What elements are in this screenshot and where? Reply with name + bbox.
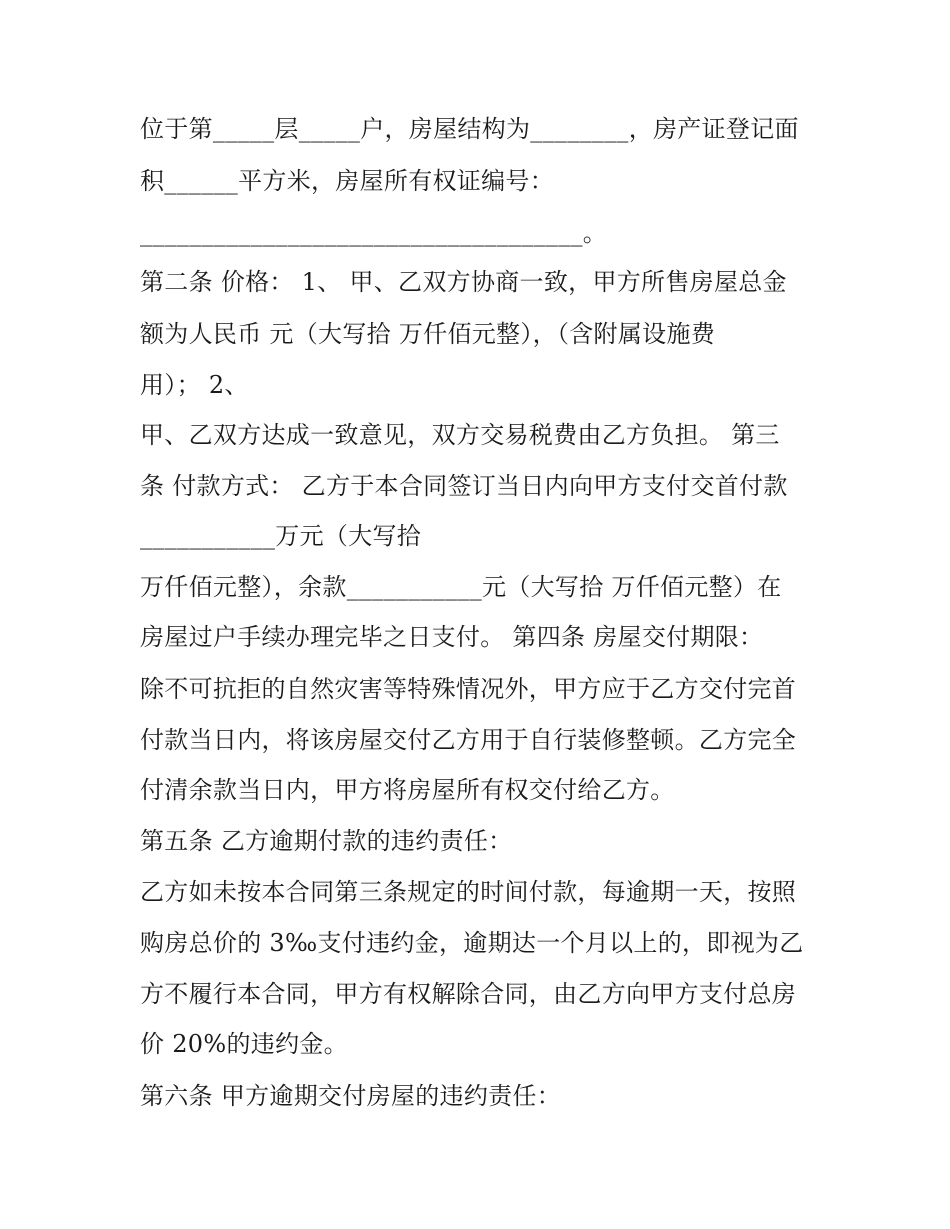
text-line: 购房总价的 3‰支付违约金，逾期达一个月以上的，即视为乙 [140, 929, 804, 957]
text-line: 除不可抗拒的自然灾害等特殊情况外，甲方应于乙方交付完首 [140, 675, 797, 703]
text-line: 价 20%的违约金。 [140, 1030, 348, 1058]
text-line: ____________________________________。 [140, 219, 608, 247]
text-line: 积______平方米，房屋所有权证编号： [140, 167, 554, 195]
text-line: 万仟佰元整），余款___________元（大写拾 万仟佰元整）在 [140, 573, 782, 601]
text-line: 用）； 2、 [140, 371, 249, 399]
text-line: 第五条 乙方逾期付款的违约责任： [140, 827, 513, 855]
text-line: 条 付款方式： 乙方于本合同签订当日内向甲方支付交首付款 [140, 472, 788, 500]
text-line: 房屋过户手续办理完毕之日支付。 第四条 房屋交付期限： [140, 623, 764, 651]
text-line: ___________万元（大写拾 [140, 522, 422, 550]
text-line: 额为人民币 元（大写拾 万仟佰元整），（含附属设施费 [140, 320, 716, 348]
text-line: 付款当日内，将该房屋交付乙方用于自行装修整顿。乙方完全 [140, 726, 797, 754]
text-line: 第六条 甲方逾期交付房屋的违约责任： [140, 1082, 562, 1110]
text-line: 付清余款当日内，甲方将房屋所有权交付给乙方。 [140, 776, 675, 804]
text-line: 甲、乙双方达成一致意见，双方交易税费由乙方负担。 第三 [140, 421, 780, 449]
text-line: 方不履行本合同，甲方有权解除合同，由乙方向甲方支付总房 [140, 980, 797, 1008]
text-line: 第二条 价格： 1、 甲、乙双方协商一致，甲方所售房屋总金 [140, 268, 787, 296]
text-line: 位于第_____层_____户，房屋结构为________，房产证登记面 [140, 115, 799, 143]
text-line: 乙方如未按本合同第三条规定的时间付款，每逾期一天，按照 [140, 878, 797, 906]
